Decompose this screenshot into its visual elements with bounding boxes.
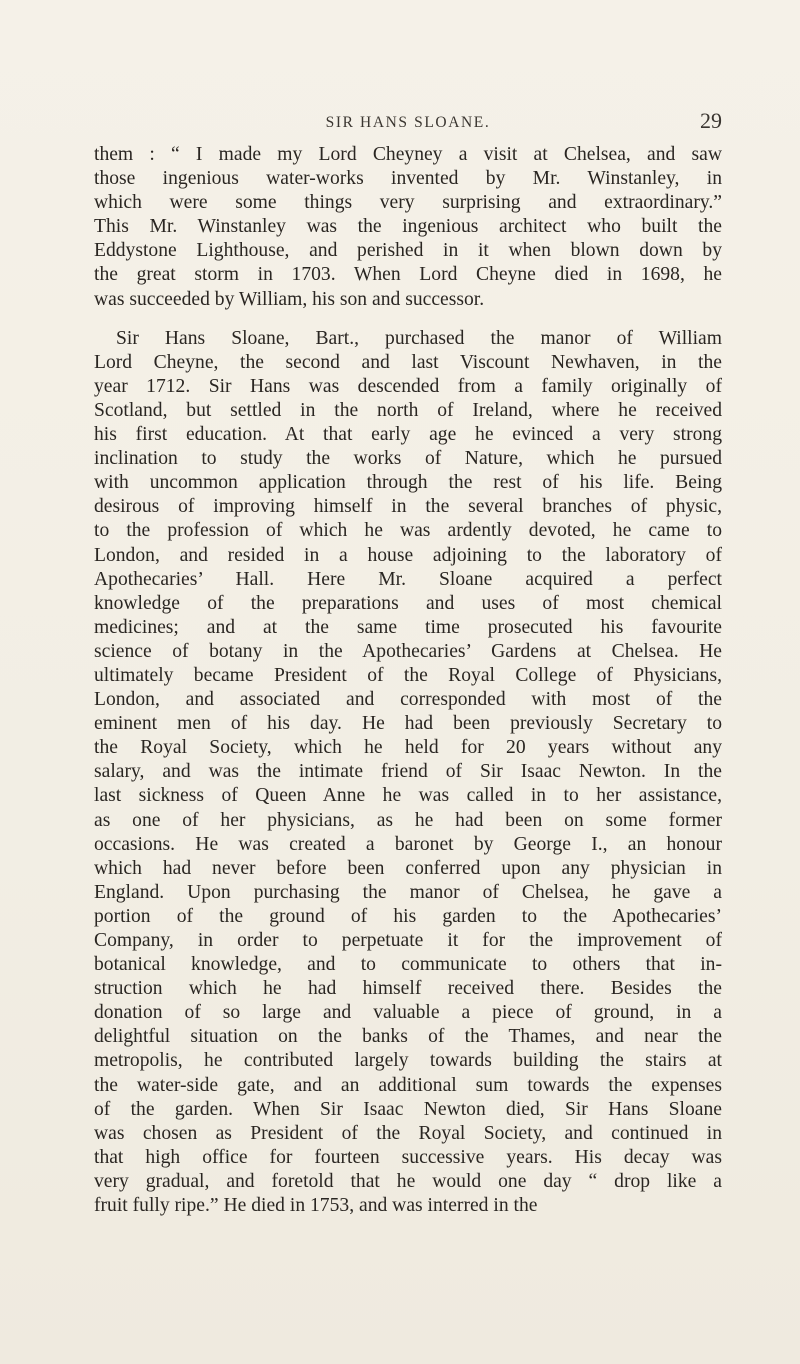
- text-line: science of botany in the Apothecaries’ Gardens at Chelsea. He: [94, 640, 722, 662]
- text-line: medicines; and at the same time prosecuted his favourite: [94, 616, 722, 638]
- text-line: London, and resided in a house adjoining to the laboratory of: [94, 544, 722, 566]
- text-line: to the profession of which he was ardently devoted, he came to: [94, 520, 722, 542]
- text-line: salary, and was the intimate friend of Sir Isaac Newton. In the: [94, 761, 722, 783]
- text-line: Sir Hans Sloane, Bart., purchased the manor of William: [116, 327, 722, 349]
- text-line: which were some things very surprising and extraordinary.”: [94, 192, 722, 214]
- text-line: which had never before been conferred upon any physician in: [94, 857, 722, 879]
- page-number: 29: [700, 108, 722, 133]
- running-header: [94, 108, 722, 138]
- text-line: eminent men of his day. He had been previously Secretary to: [94, 713, 722, 735]
- paragraph-gap: [94, 312, 722, 327]
- text-line: desirous of improving himself in the several branches of physic,: [94, 496, 722, 518]
- text-line: them : “ I made my Lord Cheyney a visit at Chelsea, and saw: [94, 144, 722, 165]
- text-line: the great storm in 1703. When Lord Cheyne died in 1698, he: [94, 264, 722, 286]
- text-line: England. Upon purchasing the manor of Chelsea, he gave a: [94, 881, 722, 903]
- body-text: [94, 143, 722, 1218]
- text-line: struction which he had himself received there. Besides the: [94, 978, 722, 1000]
- text-line: knowledge of the preparations and uses of most chemical: [94, 592, 722, 614]
- text-line: occasions. He was created a baronet by George I., an honour: [94, 833, 722, 855]
- text-line: Eddystone Lighthouse, and perished in it when blown down by: [94, 240, 722, 262]
- text-line: the water-side gate, and an additional sum towards the expenses: [94, 1074, 722, 1096]
- text-line: last sickness of Queen Anne he was called in to her assistance,: [94, 785, 722, 807]
- text-line: as one of her physicians, as he had been on some former: [94, 809, 722, 831]
- text-line: ultimately became President of the Royal College of Physicians,: [94, 664, 722, 686]
- text-line: Apothecaries’ Hall. Here Mr. Sloane acquired a perfect: [94, 568, 722, 590]
- text-line: fruit fully ripe.” He died in 1753, and was interred in the: [94, 1195, 538, 1217]
- running-title: SIR HANS SLOANE.: [325, 114, 491, 131]
- text-line: those ingenious water-works invented by Mr. Winstanley, in: [94, 168, 722, 190]
- paragraph: [94, 327, 722, 1218]
- text-line: was chosen as President of the Royal Society, and continued in: [94, 1122, 722, 1144]
- text-line: the Royal Society, which he held for 20 years without any: [94, 737, 722, 759]
- text-line: botanical knowledge, and to communicate to others that in-: [94, 954, 722, 976]
- text-line: donation of so large and valuable a piece of ground, in a: [94, 1002, 722, 1024]
- text-line: inclination to study the works of Nature, which he pursued: [94, 448, 722, 470]
- text-line: This Mr. Winstanley was the ingenious architect who built the: [94, 216, 722, 238]
- text-line: Lord Cheyne, the second and last Viscount Newhaven, in the: [94, 351, 722, 373]
- text-line: was succeeded by William, his son and successor.: [94, 288, 485, 310]
- text-line: year 1712. Sir Hans was descended from a family originally of: [94, 375, 722, 397]
- paragraph: [94, 143, 722, 312]
- text-line: Scotland, but settled in the north of Ireland, where he received: [94, 399, 722, 421]
- text-line: portion of the ground of his garden to the Apothecaries’: [94, 905, 722, 927]
- text-line: metropolis, he contributed largely towards building the stairs at: [94, 1050, 722, 1072]
- text-line: his first education. At that early age he evinced a very strong: [94, 424, 722, 446]
- text-line: very gradual, and foretold that he would one day “ drop like a: [94, 1170, 722, 1192]
- text-line: London, and associated and corresponded with most of the: [94, 689, 722, 711]
- text-line: with uncommon application through the rest of his life. Being: [94, 472, 722, 494]
- text-line: that high office for fourteen successive years. His decay was: [94, 1146, 722, 1168]
- text-line: Company, in order to perpetuate it for the improvement of: [94, 930, 722, 951]
- text-line: of the garden. When Sir Isaac Newton died, Sir Hans Sloane: [94, 1098, 722, 1120]
- text-line: delightful situation on the banks of the Thames, and near the: [94, 1026, 722, 1048]
